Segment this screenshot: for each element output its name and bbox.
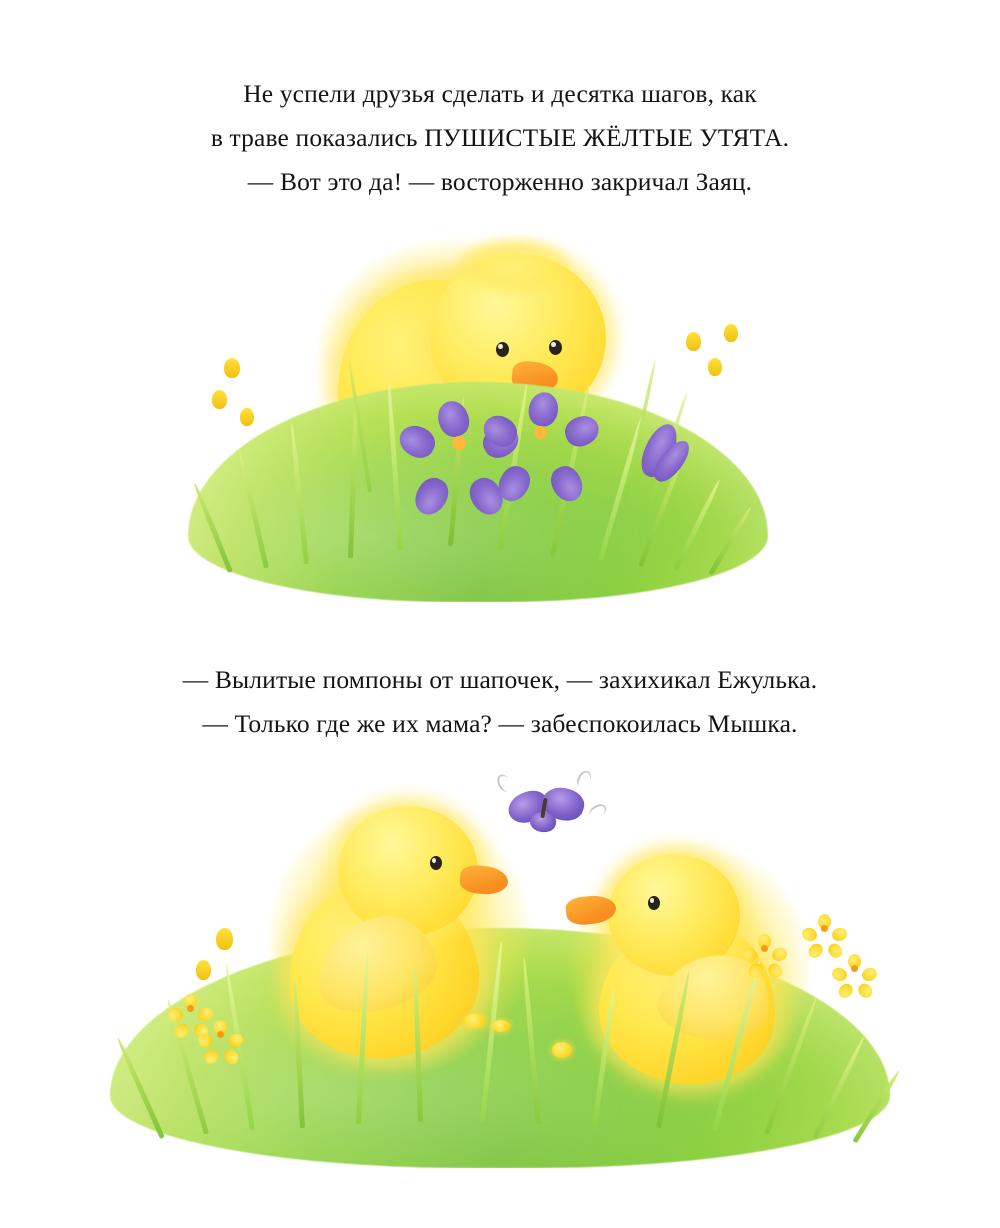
illustration-duckling-in-violets [168, 232, 788, 602]
yellow-flower [812, 916, 838, 942]
yellow-flower [208, 1022, 234, 1048]
yellow-flower [178, 996, 204, 1022]
top-paragraph-line-2: в траве показались ПУШИСТЫЕ ЖЁЛТЫЕ УТЯТА. [210, 122, 790, 152]
duckling-eye-left [496, 342, 509, 357]
duckling-right-eye [648, 896, 660, 910]
small-yellow-flower [492, 1020, 510, 1032]
duckling-left-head [338, 806, 478, 936]
yellow-bud [224, 358, 240, 378]
small-yellow-flower [464, 1014, 486, 1028]
top-paragraph-line-3: — Вот это да! — восторженно закричал Заяц. [247, 166, 753, 196]
middle-paragraph [0, 658, 1000, 746]
butterfly-motion-line [587, 801, 609, 820]
yellow-bud [724, 324, 738, 342]
middle-paragraph-line-1: — Вылитые помпоны от шапочек, — захихикал Ежулька. [182, 665, 818, 694]
butterfly [506, 786, 586, 846]
yellow-bud [686, 332, 701, 351]
duckling-head-tuft [453, 236, 573, 296]
yellow-flower [752, 936, 778, 962]
violet-flower-side [620, 418, 680, 488]
duckling-eye-right [549, 340, 562, 355]
yellow-flower [842, 956, 868, 982]
illustration-two-ducklings [100, 768, 900, 1168]
yellow-bud [708, 358, 722, 376]
violet-flower [498, 392, 584, 478]
yellow-bud [196, 960, 211, 980]
duckling-left-eye [430, 856, 442, 870]
yellow-bud [216, 928, 233, 950]
top-paragraph-line-1: Не успели друзья сделать и десятка шагов, как [243, 79, 757, 108]
yellow-bud [212, 390, 227, 409]
small-yellow-flower [552, 1042, 572, 1058]
violet-flower [414, 400, 504, 490]
middle-paragraph-line-2: — Только где же их мама? — забеспокоилась Мышка. [202, 708, 798, 738]
top-paragraph [0, 72, 1000, 204]
yellow-bud [240, 408, 254, 426]
